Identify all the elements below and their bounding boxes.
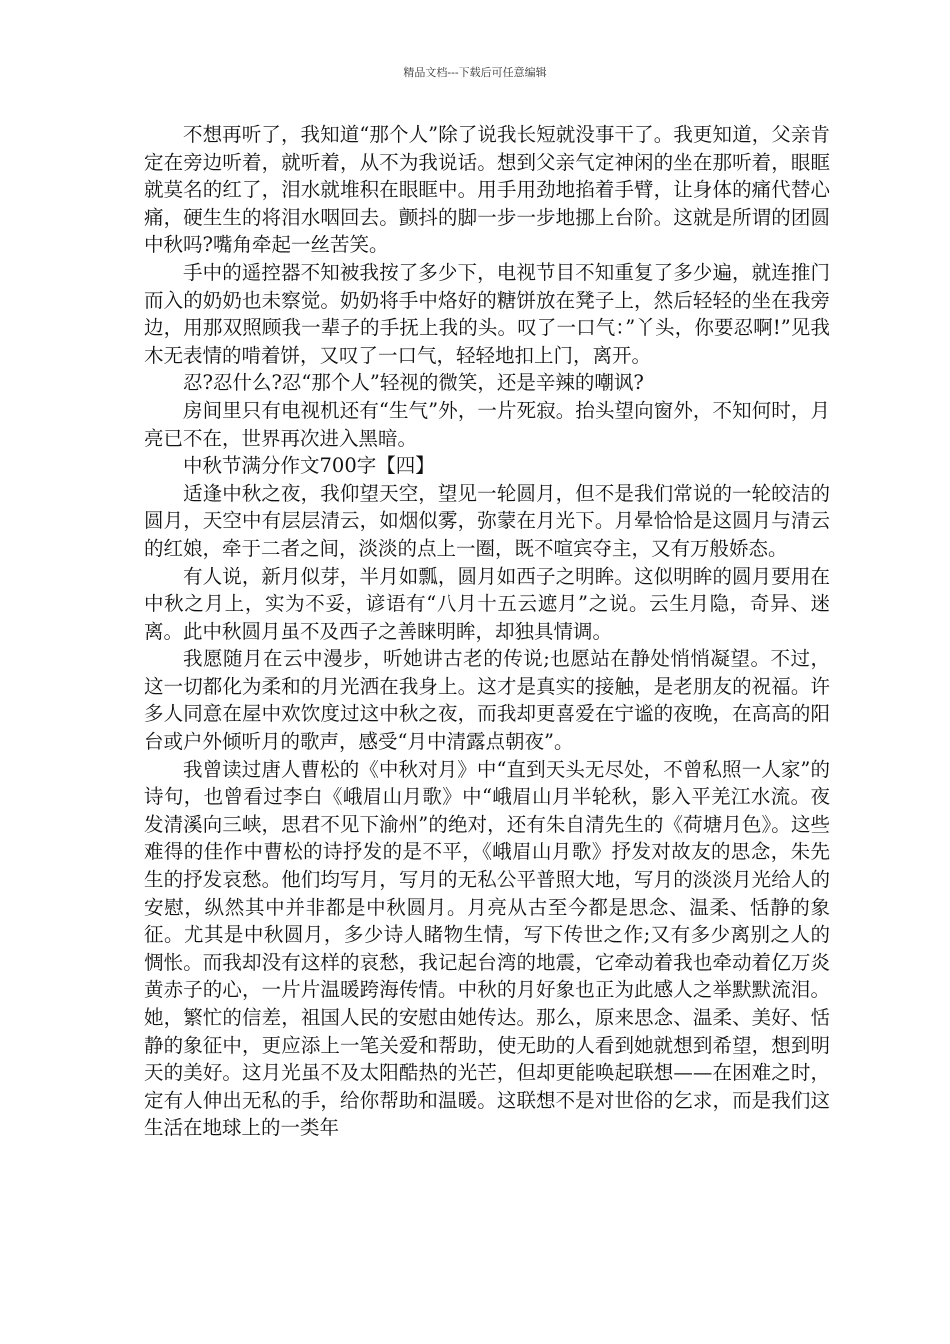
- paragraph: 有人说，新月似芽，半月如瓢，圆月如西子之明眸。这似明眸的圆月要用在中秋之月上，实为不妥，谚语有“八月十五云遮月”之说。云生月隐，奇异、迷离。此中秋圆月虽不及西子之善睐明眸，却独具情调。: [144, 564, 830, 643]
- paragraph: 适逢中秋之夜，我仰望天空，望见一轮圆月，但不是我们常说的一轮皎洁的圆月，天空中有层层清云，如烟似雾，弥蒙在月光下。月晕恰恰是这圆月与清云的红娘，牵于二者之间，淡淡的点上一圈，既不喧宾夺主，又有万般娇态。: [144, 481, 830, 560]
- paragraph: 忍?忍什么?忍“那个人”轻视的微笑，还是辛辣的嘲讽?: [183, 371, 644, 395]
- paragraph: 手中的遥控器不知被我按了多少下，电视节目不知重复了多少遍，就连推门而入的奶奶也未察觉。奶奶将手中烙好的糖饼放在凳子上，然后轻轻的坐在我旁边，用那双照顾我一辈子的手抚上我的头。叹了一口气：”丫头，你要忍啊!”见我木无表情的啃着饼，又叹了一口气，轻轻地扣上门，离开。: [144, 260, 830, 367]
- paragraph: 我愿随月在云中漫步，听她讲古老的传说;也愿站在静处悄悄凝望。不过，这一切都化为柔和的月光洒在我身上。这才是真实的接触，是老朋友的祝福。许多人同意在屋中欢饮度过这中秋之夜，而我却更喜爱在宁谧的夜晚，在高高的阳台或户外倾听月的歌声，感受“月中清露点朝夜”。: [144, 647, 830, 754]
- paragraph: 不想再听了，我知道“那个人”除了说我长短就没事干了。我更知道，父亲肯定在旁边听着，就听着，从不为我说话。想到父亲气定神闲的坐在那听着，眼眶就莫名的红了，泪水就堆积在眼眶中。用手用劲地掐着手臂，让身体的痛代替心痛，硬生生的将泪水咽回去。颤抖的脚一步一步地挪上台阶。这就是所谓的团圆中秋吗?嘴角牵起一丝苦笑。: [144, 123, 830, 257]
- section-heading: 中秋节满分作文700字【四】: [183, 454, 435, 478]
- page-header: 精品文档---下载后可任意编辑: [403, 66, 547, 79]
- paragraph: 我曾读过唐人曹松的《中秋对月》中“直到天头无尽处，不曾私照一人家”的诗句，也曾看过李白《峨眉山月歌》中“峨眉山月半轮秋，影入平羌江水流。夜发清溪向三峡，思君不见下渝州”的绝对，还有朱自清先生的《荷塘月色》。这些难得的佳作中曹松的诗抒发的是不平，《峨眉山月歌》抒发对故友的思念，朱先生的抒发哀愁。他们均写月，写月的无私公平普照大地，写月的淡淡月光给人的安慰，纵然其中并非都是中秋圆月。月亮从古至今都是思念、温柔、恬静的象征。尤其是中秋圆月，多少诗人睹物生情，写下传世之作;又有多少离别之人的惆怅。而我却没有这样的哀愁，我记起台湾的地震，它牵动着我也牵动着亿万炎黄赤子的心，一片片温暖跨海传情。中秋的月好象也正为此感人之举默默流泪。她，繁忙的信差，祖国人民的安慰由她传达。那么，原来思念、温柔、美好、恬静的象征中，更应添上一笔关爱和帮助，使无助的人看到她就想到希望，想到明天的美好。这月光虽不及太阳酷热的光芒，但却更能唤起联想——在困难之时，定有人伸出无私的手，给你帮助和温暖。这联想不是对世俗的乞求，而是我们这生活在地球上的一类年: [144, 757, 830, 1140]
- document-body: [144, 121, 830, 1142]
- paragraph: 房间里只有电视机还有“生气”外，一片死寂。抬头望向窗外，不知何时，月亮已不在，世界再次进入黑暗。: [144, 398, 830, 450]
